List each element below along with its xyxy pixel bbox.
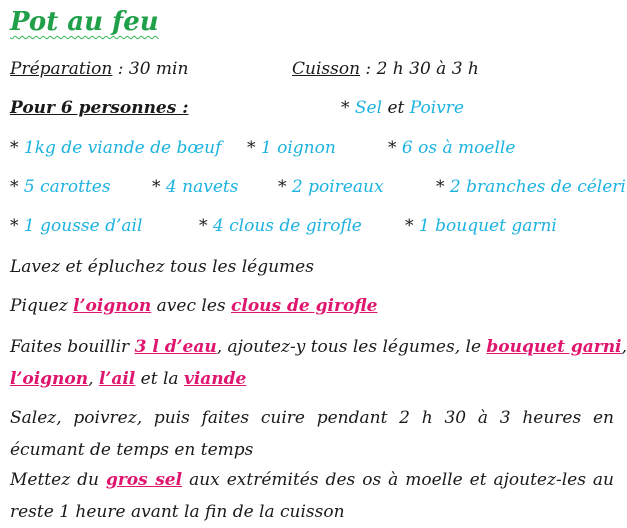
ingredient-item: * 1 oignon [247, 138, 336, 158]
cuisson-value: : 2 h 30 à 3 h [360, 59, 479, 79]
ingredient-item: * 6 os à moelle [388, 138, 516, 158]
highlight-oignon-2: l’oignon [10, 369, 89, 389]
servings-label: Pour 6 personnes : [10, 98, 189, 118]
step-3-line-2: l’oignon, l’ail et la viande [10, 369, 247, 389]
cuisson-label: Cuisson [292, 59, 361, 79]
step-4: Salez, poivrez, puis faites cuire pendant 2 h 30 à 3 heures en écumant de temps en temps [10, 408, 614, 460]
ingredient-item: * 5 carottes [10, 177, 111, 197]
seasoning-and: et [387, 98, 405, 118]
step-3 [10, 331, 627, 395]
ingredient-item: * 1kg de viande de bœuf [10, 138, 222, 158]
highlight-eau: 3 l d’eau [134, 337, 217, 357]
preparation-value: : 30 min [112, 59, 189, 79]
recipe-title: Pot au feu [10, 7, 159, 37]
ingredient-item: * 2 branches de céleri [436, 177, 626, 197]
highlight-oignon: l’oignon [73, 296, 152, 316]
highlight-ail: l’ail [98, 369, 136, 389]
highlight-clous: clous de girofle [231, 296, 378, 316]
bullet: * [341, 98, 350, 118]
highlight-bouquet: bouquet garni [486, 337, 622, 357]
ingredient-item: * 4 navets [152, 177, 239, 197]
preparation-info [10, 58, 188, 80]
ingredient-item: * 1 gousse d’ail [10, 216, 143, 236]
step-5: Mettez du gros sel aux extrémités des os à moelle et ajoutez-les au reste 1 heure avant la fin de la cuisson [10, 470, 614, 522]
step-3-line-1: Faites bouillir 3 l d’eau, ajoutez-y tous les légumes, le bouquet garni, [10, 337, 627, 357]
preparation-label: Préparation [10, 59, 113, 79]
ingredient-item: * 4 clous de girofle [199, 216, 362, 236]
step-1: Lavez et épluchez tous les légumes [10, 257, 314, 277]
step-2: Piquez l’oignon avec les clous de girofle [10, 296, 378, 316]
ingredient-item: * 2 poireaux [278, 177, 384, 197]
highlight-viande: viande [183, 369, 247, 389]
seasoning-item [341, 97, 464, 119]
cuisson-info [292, 58, 479, 80]
ingredient-poivre: Poivre [409, 98, 464, 118]
ingredient-item: * 1 bouquet garni [405, 216, 557, 236]
ingredient-sel: Sel [354, 98, 383, 118]
highlight-gros-sel: gros sel [105, 470, 183, 490]
